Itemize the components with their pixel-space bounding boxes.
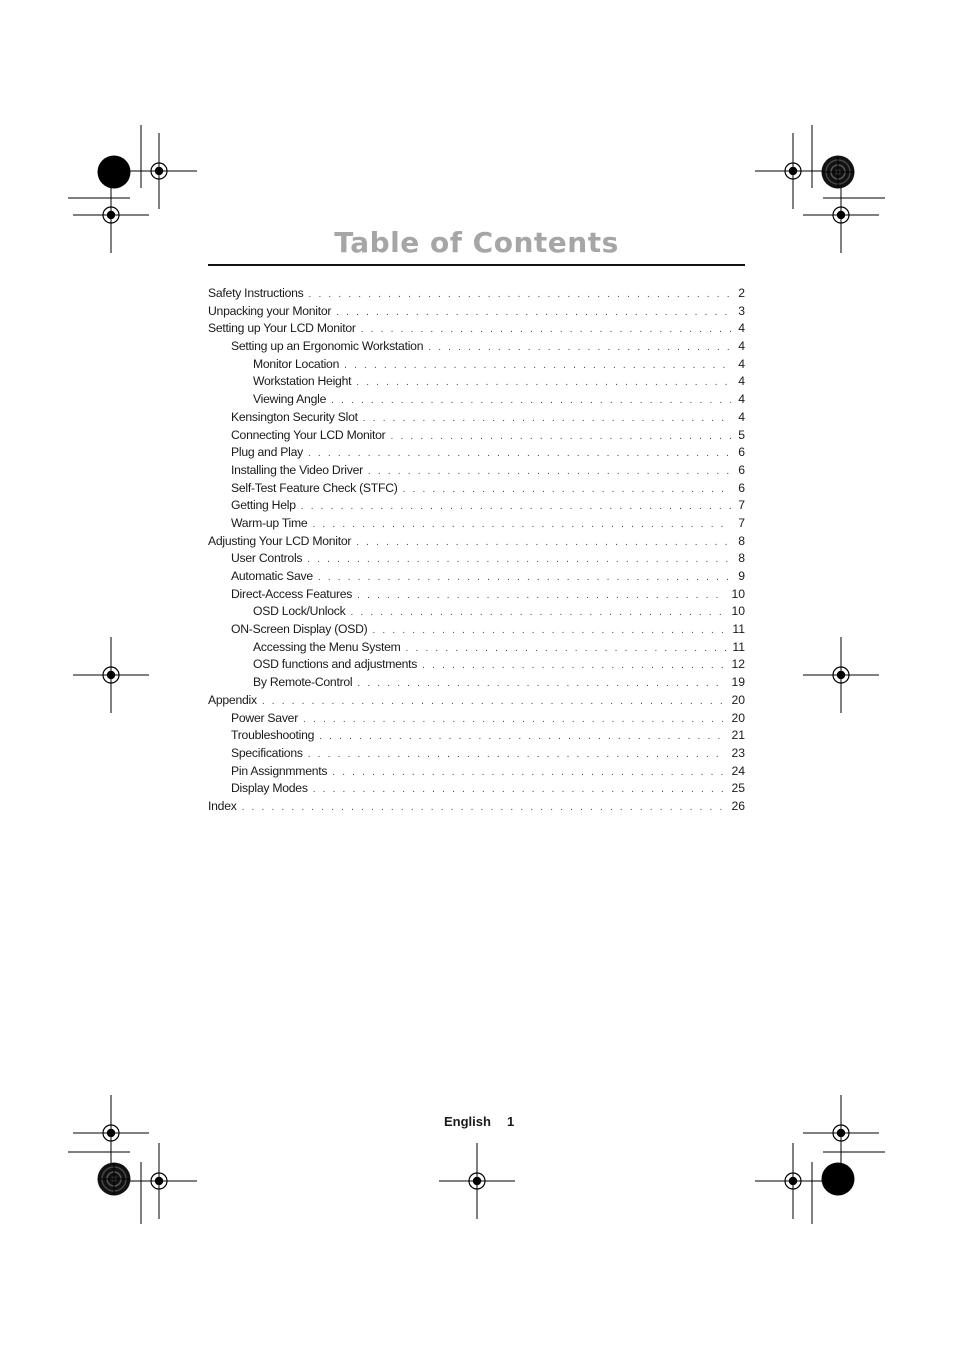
toc-entry-page: 4 (738, 339, 745, 354)
dot-leader (303, 711, 726, 729)
toc-entry-label: Automatic Save (231, 569, 313, 583)
page-footer (444, 1114, 514, 1129)
toc-entry[interactable] (208, 798, 745, 816)
toc-entry-label: Pin Assignmments (231, 763, 328, 778)
toc-entry[interactable] (208, 674, 745, 692)
dot-leader (309, 286, 731, 304)
toc-entry-page: 25 (731, 781, 745, 796)
toc-entry[interactable] (208, 515, 745, 533)
dot-leader (262, 693, 727, 711)
dot-leader (372, 622, 727, 640)
toc-entry[interactable] (208, 391, 745, 409)
toc-entry-label: Appendix (208, 692, 257, 707)
table-of-contents (208, 285, 745, 816)
toc-entry-page: 2 (738, 286, 745, 300)
dot-leader (422, 657, 726, 675)
toc-entry-label: ON-Screen Display (OSD) (231, 622, 368, 637)
toc-entry[interactable] (208, 745, 745, 763)
dot-leader (357, 675, 726, 693)
toc-entry-page: 20 (731, 710, 745, 725)
dot-leader (331, 392, 731, 410)
toc-entry[interactable] (208, 338, 745, 356)
toc-entry[interactable] (208, 480, 745, 498)
dot-leader (403, 481, 731, 499)
toc-entry[interactable] (208, 656, 745, 674)
toc-entry-label: Power Saver (231, 710, 299, 725)
toc-entry-page: 20 (731, 692, 745, 707)
title-rule (208, 264, 745, 266)
dot-leader (313, 781, 727, 799)
dot-leader (312, 516, 731, 534)
toc-entry-label: Connecting Your LCD Monitor (231, 427, 386, 442)
toc-entry-page: 10 (731, 586, 745, 601)
toc-entry-label: Workstation Height (253, 374, 352, 389)
toc-entry-label: Plug and Play (231, 445, 303, 460)
dot-leader (406, 640, 728, 658)
toc-entry-label: OSD functions and adjustments (253, 657, 418, 672)
dot-leader (350, 604, 726, 622)
dot-leader (428, 339, 731, 357)
toc-entry-page: 23 (731, 745, 745, 760)
color-wheel-icon (821, 155, 855, 189)
toc-entry[interactable] (208, 568, 745, 586)
dot-leader (368, 463, 731, 481)
toc-entry-label: Adjusting Your LCD Monitor (208, 533, 352, 548)
toc-entry-label: Direct-Access Features (231, 586, 353, 601)
toc-entry-page: 5 (738, 427, 745, 442)
dot-leader (319, 728, 726, 746)
toc-entry-page: 11 (732, 639, 745, 654)
toc-entry-page: 7 (738, 515, 745, 530)
toc-entry[interactable] (208, 586, 745, 604)
toc-entry-page: 26 (731, 798, 745, 813)
toc-entry-page: 3 (738, 303, 745, 318)
toc-entry-label: Setting up Your LCD Monitor (208, 321, 356, 336)
star-target-icon (821, 1162, 855, 1196)
toc-entry-page: 6 (738, 480, 745, 495)
dot-leader (307, 551, 731, 569)
registration-mark-icon (438, 1142, 516, 1220)
toc-entry-page: 10 (731, 604, 745, 619)
toc-entry-page: 6 (738, 445, 745, 460)
toc-entry-page: 24 (731, 763, 745, 778)
registration-mark-icon (72, 636, 150, 714)
dot-leader (391, 428, 732, 446)
dot-leader (336, 304, 731, 322)
toc-entry[interactable] (208, 780, 745, 798)
toc-entry[interactable] (208, 710, 745, 728)
toc-entry[interactable] (208, 285, 745, 303)
toc-entry[interactable] (208, 639, 745, 657)
toc-entry-label: User Controls (231, 551, 303, 566)
toc-entry[interactable] (208, 621, 745, 639)
toc-entry[interactable] (208, 356, 745, 374)
toc-entry-label: OSD Lock/Unlock (253, 604, 346, 619)
toc-entry-page: 19 (731, 675, 745, 690)
toc-entry-label: Kensington Security Slot (231, 409, 358, 424)
toc-entry-label: Warm-up Time (231, 515, 308, 530)
footer-page-number: 1 (506, 1114, 515, 1129)
toc-entry[interactable] (208, 320, 745, 338)
toc-entry-page: 4 (738, 409, 745, 424)
toc-entry[interactable] (208, 497, 745, 515)
toc-entry-page: 8 (738, 551, 745, 566)
toc-entry-label: Index (208, 798, 237, 813)
toc-entry[interactable] (208, 427, 745, 445)
dot-leader (363, 410, 731, 428)
toc-entry-label: Troubleshooting (231, 728, 315, 743)
toc-entry[interactable] (208, 727, 745, 745)
toc-entry[interactable] (208, 692, 745, 710)
dot-leader (308, 746, 727, 764)
dot-leader (361, 321, 731, 339)
dot-leader (308, 445, 731, 463)
footer-language: English (444, 1114, 491, 1129)
toc-entry[interactable] (208, 603, 745, 621)
toc-entry-page: 4 (738, 374, 745, 389)
color-wheel-icon (97, 1162, 131, 1196)
toc-entry-label: Viewing Angle (253, 392, 327, 407)
dot-leader (356, 534, 731, 552)
dot-leader (242, 799, 727, 817)
toc-entry-page: 4 (738, 321, 745, 336)
page-title: Table of Contents (334, 226, 619, 259)
toc-entry-page: 6 (738, 462, 745, 477)
toc-entry-label: Accessing the Menu System (253, 639, 401, 654)
dot-leader (332, 764, 726, 782)
toc-entry[interactable] (208, 763, 745, 781)
dot-leader (301, 498, 731, 516)
toc-entry-label: Setting up an Ergonomic Workstation (231, 339, 424, 354)
toc-entry-label: Unpacking your Monitor (208, 303, 332, 318)
toc-entry-page: 7 (738, 498, 745, 513)
toc-entry-label: Safety Instructions (208, 286, 304, 300)
dot-leader (356, 374, 731, 392)
toc-entry-label: Monitor Location (253, 356, 340, 371)
toc-entry-page: 11 (732, 622, 745, 637)
dot-leader (344, 357, 731, 375)
toc-entry-page: 8 (738, 533, 745, 548)
toc-entry-label: Specifications (231, 745, 303, 760)
toc-entry[interactable] (208, 373, 745, 391)
star-target-icon (97, 155, 131, 189)
toc-entry-page: 4 (738, 392, 745, 407)
toc-entry-label: Self-Test Feature Check (STFC) (231, 480, 398, 495)
toc-entry-label: Installing the Video Driver (231, 462, 363, 477)
toc-entry-page: 9 (738, 569, 745, 583)
toc-entry[interactable] (208, 409, 745, 427)
registration-mark-icon (120, 1142, 198, 1220)
dot-leader (318, 569, 731, 587)
toc-entry-label: By Remote-Control (253, 675, 353, 690)
toc-entry[interactable] (208, 303, 745, 321)
toc-entry[interactable] (208, 462, 745, 480)
toc-entry-label: Getting Help (231, 498, 296, 513)
registration-mark-icon (802, 636, 880, 714)
toc-entry[interactable] (208, 533, 745, 551)
toc-entry-page: 21 (731, 728, 745, 743)
toc-entry-label: Display Modes (231, 781, 308, 796)
toc-entry[interactable] (208, 550, 745, 568)
toc-entry-page: 12 (731, 657, 745, 672)
toc-entry-page: 4 (738, 356, 745, 371)
toc-entry[interactable] (208, 444, 745, 462)
dot-leader (357, 587, 726, 605)
